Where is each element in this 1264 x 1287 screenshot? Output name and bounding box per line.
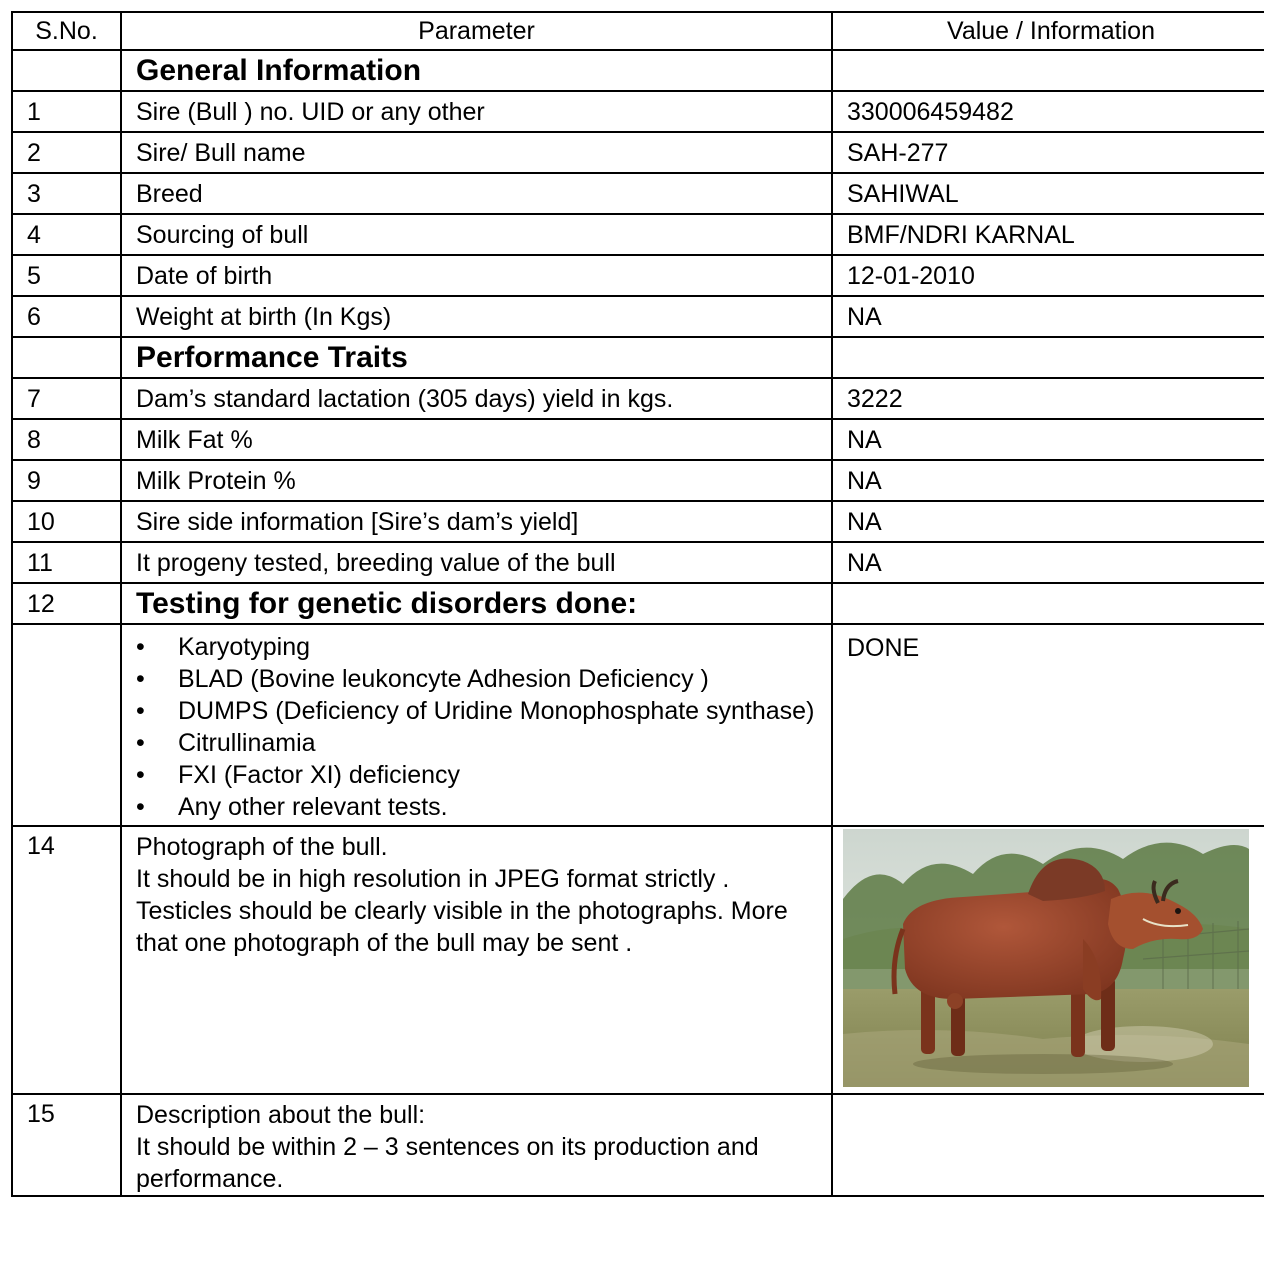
table-row xyxy=(12,173,1264,214)
photograph-requirements: It should be in high resolution in JPEG format strictly . Testicles should be clearly visible in the photographs. More that one photograph of the bull may be sent . xyxy=(136,865,788,957)
row-parameter: Dam’s standard lactation (305 days) yield in kgs. xyxy=(121,378,832,419)
table-row xyxy=(12,132,1264,173)
row-parameter: Sire (Bull ) no. UID or any other xyxy=(121,91,832,132)
row-sno: 5 xyxy=(12,255,121,296)
row-sno: 1 xyxy=(12,91,121,132)
row-value: NA xyxy=(832,419,1264,460)
photograph-instructions xyxy=(121,826,832,1094)
list-item: • FXI (Factor XI) deficiency xyxy=(136,761,461,789)
bullet-icon: • xyxy=(136,633,145,661)
description-row xyxy=(12,1094,1264,1196)
section-title-general: General Information xyxy=(121,50,832,91)
header-parameter: Parameter xyxy=(121,12,832,50)
section-title-performance: Performance Traits xyxy=(121,337,832,378)
row-sno: 11 xyxy=(12,542,121,583)
row-value: BMF/NDRI KARNAL xyxy=(832,214,1264,255)
list-item: • Citrullinamia xyxy=(136,729,316,757)
bull-photo-cell xyxy=(832,826,1264,1094)
row-sno: 9 xyxy=(12,460,121,501)
row-value: 12-01-2010 xyxy=(832,255,1264,296)
list-item: • Karyotyping xyxy=(136,633,311,661)
row-sno: 14 xyxy=(12,826,121,1094)
row-value: 330006459482 xyxy=(832,91,1264,132)
row-value: SAHIWAL xyxy=(832,173,1264,214)
table-row xyxy=(12,542,1264,583)
bull-information-table xyxy=(11,11,1264,1197)
table-row xyxy=(12,378,1264,419)
list-item: • DUMPS (Deficiency of Uridine Monophosphate synthase) xyxy=(136,697,815,725)
description-value xyxy=(832,1094,1264,1196)
photograph-row xyxy=(12,826,1264,1094)
row-parameter: Milk Protein % xyxy=(121,460,832,501)
row-value: NA xyxy=(832,501,1264,542)
bullet-icon: • xyxy=(136,665,145,693)
row-parameter: Breed xyxy=(121,173,832,214)
section-row-general xyxy=(12,50,1264,91)
header-sno: S.No. xyxy=(12,12,121,50)
row-parameter: Sourcing of bull xyxy=(121,214,832,255)
list-item: • Any other relevant tests. xyxy=(136,793,448,821)
bullet-icon: • xyxy=(136,729,145,757)
header-row xyxy=(12,12,1264,50)
table-row xyxy=(12,419,1264,460)
genetic-header-row xyxy=(12,583,1264,624)
row-parameter: Date of birth xyxy=(121,255,832,296)
row-parameter: Milk Fat % xyxy=(121,419,832,460)
row-parameter: Sire/ Bull name xyxy=(121,132,832,173)
row-sno: 8 xyxy=(12,419,121,460)
table-row xyxy=(12,214,1264,255)
row-sno: 15 xyxy=(12,1094,121,1196)
row-value: NA xyxy=(832,542,1264,583)
row-value: NA xyxy=(832,296,1264,337)
bull-photo xyxy=(843,829,1249,1087)
row-value: NA xyxy=(832,460,1264,501)
row-sno: 10 xyxy=(12,501,121,542)
bullet-icon: • xyxy=(136,761,145,789)
row-sno: 12 xyxy=(12,583,121,624)
header-value: Value / Information xyxy=(832,12,1264,50)
row-sno: 4 xyxy=(12,214,121,255)
row-value: 3222 xyxy=(832,378,1264,419)
description-instructions xyxy=(121,1094,832,1196)
row-value: SAH-277 xyxy=(832,132,1264,173)
row-sno: 3 xyxy=(12,173,121,214)
genetic-section-title: Testing for genetic disorders done: xyxy=(121,583,832,624)
photograph-title: Photograph of the bull. xyxy=(136,833,388,861)
table-row xyxy=(12,296,1264,337)
section-row-performance xyxy=(12,337,1264,378)
table-row xyxy=(12,91,1264,132)
table-row xyxy=(12,501,1264,542)
description-requirements: It should be within 2 – 3 sentences on its production and performance. xyxy=(136,1133,759,1193)
genetic-value: DONE xyxy=(832,624,1264,826)
bullet-icon: • xyxy=(136,697,145,725)
row-sno: 7 xyxy=(12,378,121,419)
bullet-icon: • xyxy=(136,793,145,821)
row-parameter: Weight at birth (In Kgs) xyxy=(121,296,832,337)
list-item: • BLAD (Bovine leukoncyte Adhesion Deficiency ) xyxy=(136,665,709,693)
row-parameter: Sire side information [Sire’s dam’s yield] xyxy=(121,501,832,542)
table-row xyxy=(12,460,1264,501)
row-sno: 2 xyxy=(12,132,121,173)
description-title: Description about the bull: xyxy=(136,1101,426,1129)
table-row xyxy=(12,255,1264,296)
row-parameter: It progeny tested, breeding value of the bull xyxy=(121,542,832,583)
genetic-list-row xyxy=(12,624,1264,826)
row-sno: 6 xyxy=(12,296,121,337)
genetic-test-list xyxy=(136,631,831,823)
